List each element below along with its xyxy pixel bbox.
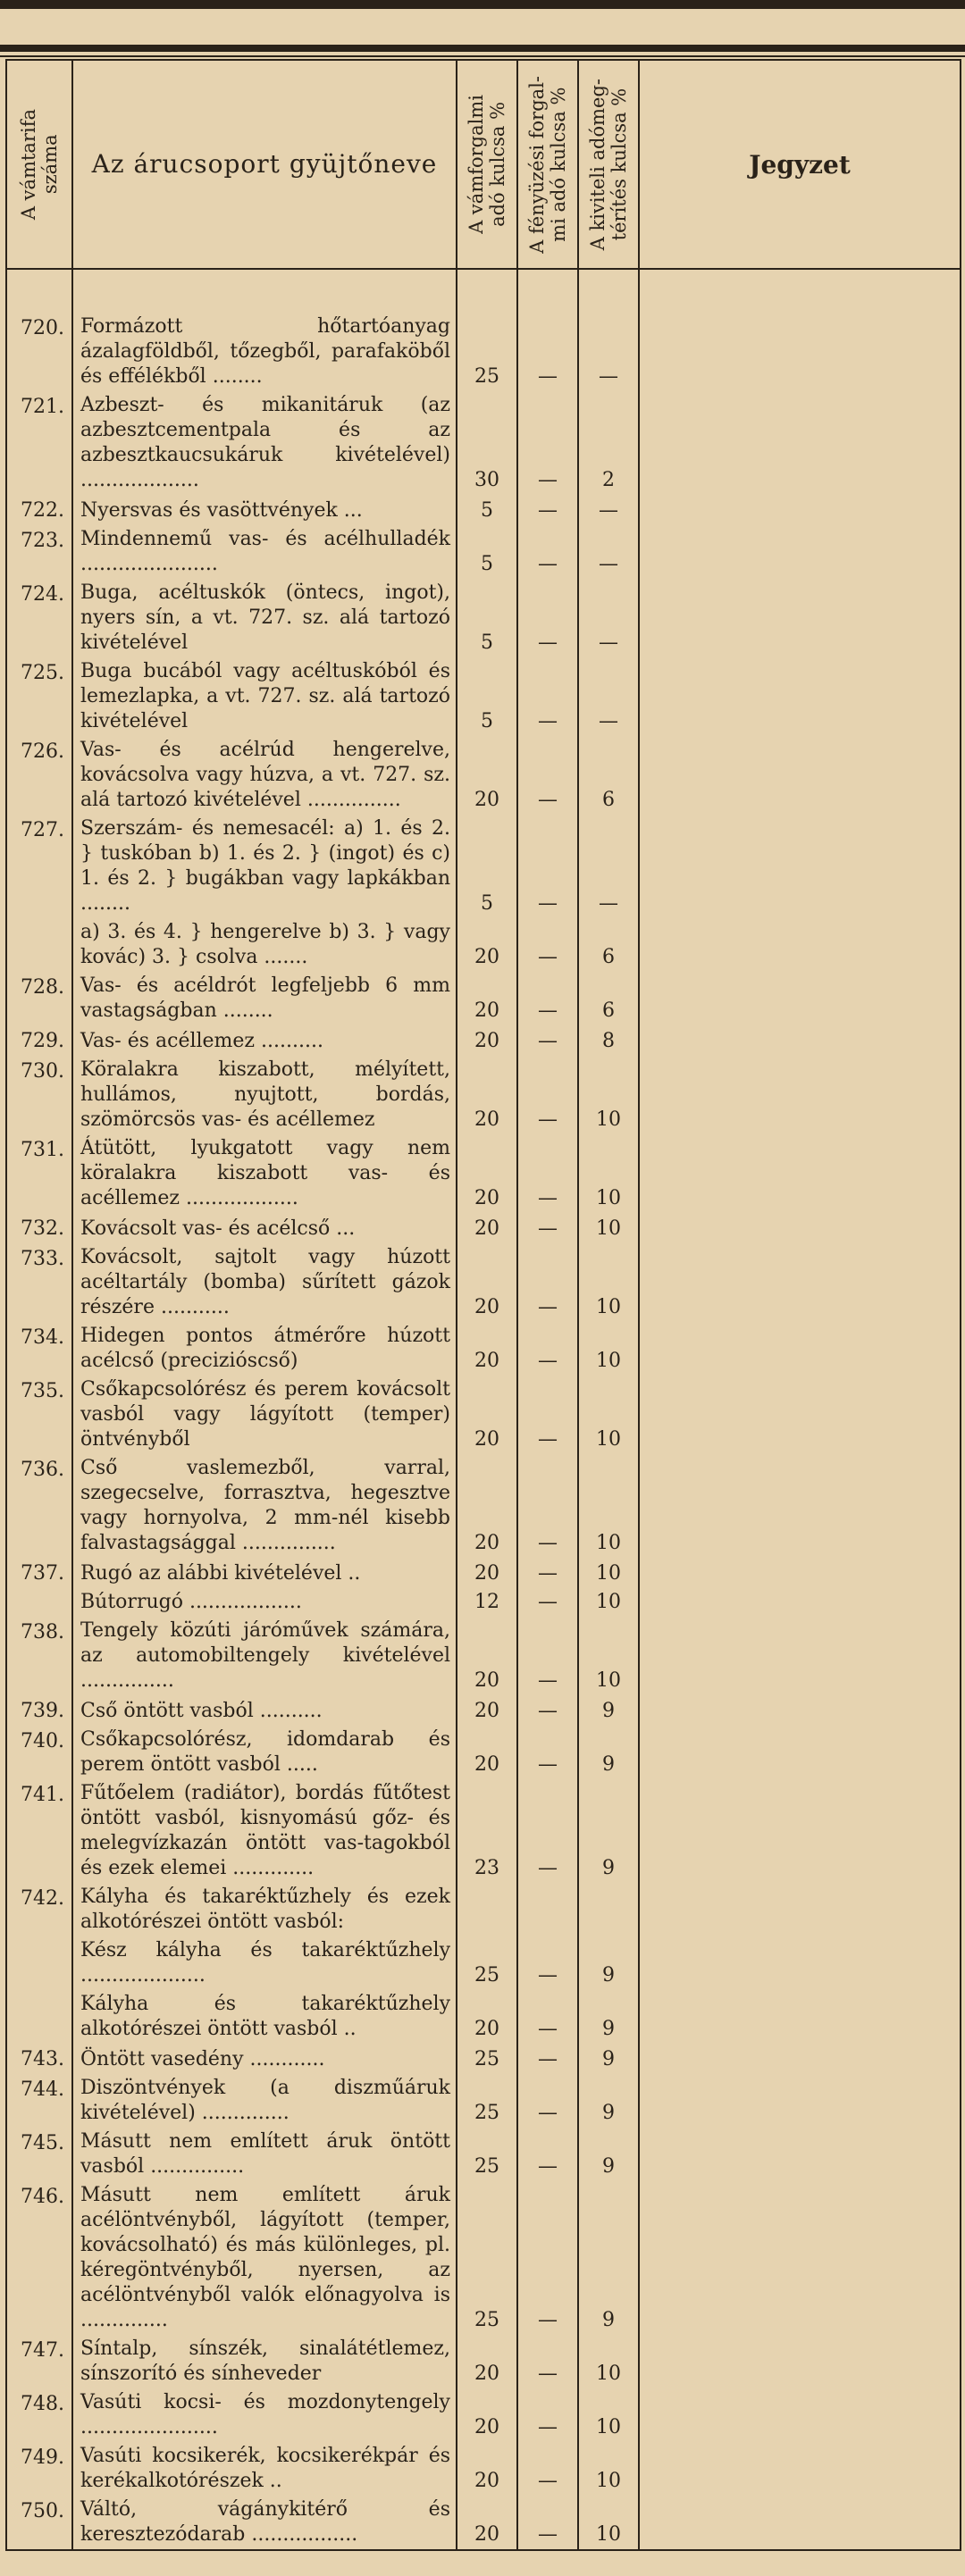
tariff-number: 750. <box>6 2496 72 2550</box>
export-rate: 9 <box>578 2128 639 2181</box>
luxury-rate: — <box>517 972 578 1025</box>
tariff-number: 744. <box>6 2074 72 2128</box>
table-row <box>6 2496 961 2550</box>
tariff-number: 730. <box>6 1056 72 1134</box>
header-export-rate: A kiviteli adómeg- térítés kulcsa % <box>578 60 639 269</box>
tariff-number: 723. <box>6 525 72 579</box>
table-row <box>6 525 961 579</box>
customs-rate: 20 <box>457 1617 517 1695</box>
customs-rate: 5 <box>457 579 517 657</box>
tariff-number: 724. <box>6 579 72 657</box>
table-row <box>6 1213 961 1243</box>
tariff-number: 728. <box>6 972 72 1025</box>
export-rate: 10 <box>578 1454 639 1558</box>
customs-rate: 20 <box>457 1726 517 1779</box>
table-row <box>6 1617 961 1695</box>
header-group-name: Az árucsoport gyüjtőneve <box>72 60 457 269</box>
note-cell <box>639 579 961 657</box>
tariff-number: 722. <box>6 495 72 525</box>
note-cell <box>639 1558 961 1588</box>
luxury-rate: — <box>517 1213 578 1243</box>
table-row <box>6 1936 961 1990</box>
table-row <box>6 918 961 972</box>
note-cell <box>639 1588 961 1617</box>
header-thin-rule <box>0 55 965 57</box>
luxury-rate: — <box>517 313 578 391</box>
tariff-number <box>6 1990 72 2044</box>
customs-rate: 23 <box>457 1779 517 1883</box>
header-note: Jegyzet <box>639 60 961 269</box>
table-row <box>6 579 961 657</box>
customs-rate: 20 <box>457 2442 517 2496</box>
header-tariff-number: A vámtarifa száma <box>6 60 72 269</box>
header-double-rule <box>0 45 965 52</box>
table-row <box>6 736 961 815</box>
note-cell <box>639 1990 961 2044</box>
table-row <box>6 2074 961 2128</box>
note-cell <box>639 1134 961 1213</box>
table-row <box>6 2044 961 2074</box>
note-cell <box>639 972 961 1025</box>
table-row <box>6 1558 961 1588</box>
note-cell <box>639 736 961 815</box>
note-cell <box>639 2496 961 2550</box>
luxury-rate: — <box>517 2074 578 2128</box>
note-cell <box>639 1454 961 1558</box>
group-name: Vas- és acéldrót legfeljebb 6 mm vastagságban ........ <box>72 972 457 1025</box>
export-rate: 10 <box>578 1588 639 1617</box>
tariff-number: 731. <box>6 1134 72 1213</box>
group-name: Vasúti kocsi- és mozdonytengely ...................... <box>72 2388 457 2442</box>
group-name: Vas- és acélrúd hengerelve, kovácsolva vagy húzva, a vt. 727. sz. alá tartozó kivételével ............... <box>72 736 457 815</box>
tariff-number: 733. <box>6 1243 72 1322</box>
customs-rate: 20 <box>457 1454 517 1558</box>
luxury-rate: — <box>517 1558 578 1588</box>
note-cell <box>639 1056 961 1134</box>
group-name: Másutt nem említett áruk öntött vasból ............... <box>72 2128 457 2181</box>
luxury-rate: — <box>517 2496 578 2550</box>
tariff-table <box>5 59 961 2551</box>
luxury-rate: — <box>517 1726 578 1779</box>
table-row <box>6 2181 961 2335</box>
export-rate: 9 <box>578 2181 639 2335</box>
luxury-rate: — <box>517 1936 578 1990</box>
luxury-rate: — <box>517 525 578 579</box>
customs-rate: 20 <box>457 972 517 1025</box>
table-row <box>6 495 961 525</box>
luxury-rate: — <box>517 1454 578 1558</box>
customs-rate: 20 <box>457 1990 517 2044</box>
export-rate: 9 <box>578 1726 639 1779</box>
customs-rate: 20 <box>457 736 517 815</box>
customs-rate: 25 <box>457 2181 517 2335</box>
export-rate: 6 <box>578 972 639 1025</box>
tariff-number: 732. <box>6 1213 72 1243</box>
export-rate: 10 <box>578 1213 639 1243</box>
export-rate: 2 <box>578 391 639 495</box>
tariff-number: 726. <box>6 736 72 815</box>
luxury-rate: — <box>517 1617 578 1695</box>
export-rate: 6 <box>578 918 639 972</box>
customs-rate: 25 <box>457 1936 517 1990</box>
note-cell <box>639 2128 961 2181</box>
customs-rate: 20 <box>457 1213 517 1243</box>
group-name: Csőkapcsolórész és perem kovácsolt vasból vagy lágyított (temper) öntvényből <box>72 1376 457 1454</box>
tariff-number: 740. <box>6 1726 72 1779</box>
customs-rate: 5 <box>457 815 517 918</box>
group-name: a) 3. és 4. } hengerelve b) 3. } vagy kovác) 3. } csolva ....... <box>72 918 457 972</box>
group-name: Csőkapcsolórész, idomdarab és perem öntött vasból ..... <box>72 1726 457 1779</box>
table-row <box>6 1990 961 2044</box>
group-name: Átütött, lyukgatott vagy nem köralakra kiszabott vas- és acéllemez .................. <box>72 1134 457 1213</box>
luxury-rate: — <box>517 1243 578 1322</box>
group-name: Fűtőelem (radiátor), bordás fűtőtest öntött vasból, kisnyomású gőz- és melegvízkazán öntött vas-tagokból és ezek elemei ............. <box>72 1779 457 1883</box>
tariff-number: 743. <box>6 2044 72 2074</box>
luxury-rate: — <box>517 2044 578 2074</box>
group-name: Nyersvas és vasöttvények ... <box>72 495 457 525</box>
tariff-number: 727. <box>6 815 72 918</box>
note-cell <box>639 918 961 972</box>
table-row <box>6 815 961 918</box>
note-cell <box>639 1243 961 1322</box>
luxury-rate: — <box>517 1322 578 1376</box>
export-rate: 10 <box>578 1056 639 1134</box>
customs-rate: 20 <box>457 2496 517 2550</box>
table-row <box>6 657 961 736</box>
note-cell <box>639 1025 961 1056</box>
customs-rate: 30 <box>457 391 517 495</box>
tariff-number: 735. <box>6 1376 72 1454</box>
table-row <box>6 313 961 391</box>
tariff-number: 745. <box>6 2128 72 2181</box>
note-cell <box>639 525 961 579</box>
export-rate: 9 <box>578 1779 639 1883</box>
customs-rate: 25 <box>457 2128 517 2181</box>
luxury-rate: — <box>517 918 578 972</box>
customs-rate: 20 <box>457 1695 517 1726</box>
export-rate: 8 <box>578 1025 639 1056</box>
tariff-number: 736. <box>6 1454 72 1558</box>
group-name: Vasúti kocsikerék, kocsikerékpár és kerékalkotórészek .. <box>72 2442 457 2496</box>
note-cell <box>639 2442 961 2496</box>
tariff-number: 749. <box>6 2442 72 2496</box>
customs-rate: 25 <box>457 2044 517 2074</box>
group-name: Cső vaslemezből, varral, szegecselve, forrasztva, hegesztve vagy hornyolva, 2 mm-nél kisebb falvastagsággal ............... <box>72 1454 457 1558</box>
group-name: Kályha és takaréktűzhely és ezek alkotórészei öntött vasból: <box>72 1883 457 1936</box>
customs-rate: 20 <box>457 1322 517 1376</box>
group-name: Kályha és takaréktűzhely alkotórészei öntött vasból .. <box>72 1990 457 2044</box>
table-row <box>6 2388 961 2442</box>
export-rate: 9 <box>578 2074 639 2128</box>
note-cell <box>639 2335 961 2388</box>
group-name: Bútorrugó .................. <box>72 1588 457 1617</box>
luxury-rate: — <box>517 2388 578 2442</box>
table-row <box>6 1779 961 1883</box>
note-cell <box>639 815 961 918</box>
group-name: Köralakra kiszabott, mélyített, hullámos, nyujtott, bordás, szömörcsös vas- és acéllemez <box>72 1056 457 1134</box>
customs-rate: 20 <box>457 1376 517 1454</box>
header-customs-rate: A vámforgalmi adó kulcsa % <box>457 60 517 269</box>
tariff-number <box>6 918 72 972</box>
export-rate: 9 <box>578 2044 639 2074</box>
group-name: Azbeszt- és mikanitáruk (az azbesztcementpala és az azbesztkaucsukáruk kivételével) ................... <box>72 391 457 495</box>
header-luxury-rate: A fényüzési forgal- mi adó kulcsa % <box>517 60 578 269</box>
tariff-number: 725. <box>6 657 72 736</box>
export-rate <box>578 1883 639 1936</box>
luxury-rate: — <box>517 1695 578 1726</box>
export-rate: 10 <box>578 1376 639 1454</box>
tariff-number: 738. <box>6 1617 72 1695</box>
luxury-rate: — <box>517 1025 578 1056</box>
tariff-number: 742. <box>6 1883 72 1936</box>
export-rate: 10 <box>578 2335 639 2388</box>
luxury-rate: — <box>517 2128 578 2181</box>
group-name: Cső öntött vasból .......... <box>72 1695 457 1726</box>
luxury-rate: — <box>517 815 578 918</box>
note-cell <box>639 1376 961 1454</box>
note-cell <box>639 495 961 525</box>
group-name: Váltó, vágánykitérő és keresztezódarab ................. <box>72 2496 457 2550</box>
group-name: Vas- és acéllemez .......... <box>72 1025 457 1056</box>
luxury-rate: — <box>517 495 578 525</box>
tariff-number <box>6 1936 72 1990</box>
group-name: Kovácsolt, sajtolt vagy húzott acéltartály (bomba) sűrített gázok részére ........... <box>72 1243 457 1322</box>
group-name: Másutt nem említett áruk acélöntvényből, lágyított (temper, kovácsolható) és más különleges, pl. kéregöntvényből, nyersen, az acélöntvényből valók előnagyolva is .............. <box>72 2181 457 2335</box>
table-row <box>6 972 961 1025</box>
table-row <box>6 1056 961 1134</box>
table-row <box>6 1588 961 1617</box>
group-name: Síntalp, sínszék, sinalátétlemez, sínszorító és sínheveder <box>72 2335 457 2388</box>
luxury-rate: — <box>517 2442 578 2496</box>
tariff-number: 748. <box>6 2388 72 2442</box>
group-name: Öntött vasedény ............ <box>72 2044 457 2074</box>
table-row <box>6 2442 961 2496</box>
note-cell <box>639 391 961 495</box>
export-rate: — <box>578 525 639 579</box>
table-row <box>6 391 961 495</box>
export-rate: 9 <box>578 1936 639 1990</box>
customs-rate: 20 <box>457 2388 517 2442</box>
note-cell <box>639 1726 961 1779</box>
customs-rate: 20 <box>457 1558 517 1588</box>
export-rate: 9 <box>578 1695 639 1726</box>
group-name: Szerszám- és nemesacél: a) 1. és 2. } tuskóban b) 1. és 2. } (ingot) és c) 1. és 2. } bugákban vagy lapkákban ........ <box>72 815 457 918</box>
luxury-rate: — <box>517 1056 578 1134</box>
table-row <box>6 2128 961 2181</box>
table-spacer-row <box>6 269 961 313</box>
export-rate: — <box>578 495 639 525</box>
note-cell <box>639 1213 961 1243</box>
note-cell <box>639 1617 961 1695</box>
group-name: Kész kályha és takaréktűzhely .................... <box>72 1936 457 1990</box>
table-row <box>6 1134 961 1213</box>
group-name: Hidegen pontos átmérőre húzott acélcső (precizióscső) <box>72 1322 457 1376</box>
table-header-row <box>6 60 961 269</box>
luxury-rate: — <box>517 2335 578 2388</box>
export-rate: — <box>578 579 639 657</box>
note-cell <box>639 1695 961 1726</box>
customs-rate: 25 <box>457 2074 517 2128</box>
luxury-rate: — <box>517 1779 578 1883</box>
note-cell <box>639 2181 961 2335</box>
export-rate: 10 <box>578 1322 639 1376</box>
customs-rate: 20 <box>457 1243 517 1322</box>
table-row <box>6 2335 961 2388</box>
export-rate: 10 <box>578 2496 639 2550</box>
luxury-rate: — <box>517 1376 578 1454</box>
luxury-rate: — <box>517 391 578 495</box>
table-row <box>6 1025 961 1056</box>
export-rate: — <box>578 657 639 736</box>
tariff-number: 739. <box>6 1695 72 1726</box>
tariff-number: 746. <box>6 2181 72 2335</box>
luxury-rate: — <box>517 736 578 815</box>
tariff-number: 734. <box>6 1322 72 1376</box>
table-row <box>6 1322 961 1376</box>
customs-rate: 5 <box>457 495 517 525</box>
customs-rate: 20 <box>457 2335 517 2388</box>
customs-rate <box>457 1883 517 1936</box>
group-name: Buga, acéltuskók (öntecs, ingot), nyers sín, a vt. 727. sz. alá tartozó kivételével <box>72 579 457 657</box>
luxury-rate: — <box>517 1134 578 1213</box>
group-name: Diszöntvények (a diszműáruk kivételével) .............. <box>72 2074 457 2128</box>
export-rate: 6 <box>578 736 639 815</box>
table-row <box>6 1695 961 1726</box>
group-name: Rugó az alábbi kivételével .. <box>72 1558 457 1588</box>
customs-rate: 20 <box>457 918 517 972</box>
tariff-number: 741. <box>6 1779 72 1883</box>
note-cell <box>639 1779 961 1883</box>
export-rate: 10 <box>578 1243 639 1322</box>
note-cell <box>639 2074 961 2128</box>
group-name: Formázott hőtartóanyag ázalagföldből, tőzegből, parafaköből és effélékből ........ <box>72 313 457 391</box>
customs-rate: 20 <box>457 1025 517 1056</box>
note-cell <box>639 1322 961 1376</box>
group-name: Mindennemű vas- és acélhulladék ...................... <box>72 525 457 579</box>
tariff-number: 720. <box>6 313 72 391</box>
top-border-rule <box>0 0 965 9</box>
customs-rate: 5 <box>457 525 517 579</box>
tariff-number: 737. <box>6 1558 72 1588</box>
group-name: Tengely közúti járóművek számára, az automobiltengely kivételével ............... <box>72 1617 457 1695</box>
export-rate: 10 <box>578 2442 639 2496</box>
luxury-rate: — <box>517 1990 578 2044</box>
customs-rate: 5 <box>457 657 517 736</box>
export-rate: 10 <box>578 1617 639 1695</box>
luxury-rate <box>517 1883 578 1936</box>
export-rate: — <box>578 313 639 391</box>
group-name: Buga bucából vagy acéltuskóból és lemezlapka, a vt. 727. sz. alá tartozó kivételével <box>72 657 457 736</box>
table-row <box>6 1376 961 1454</box>
table-row <box>6 1454 961 1558</box>
luxury-rate: — <box>517 657 578 736</box>
export-rate: 10 <box>578 1558 639 1588</box>
customs-rate: 20 <box>457 1134 517 1213</box>
tariff-number <box>6 1588 72 1617</box>
customs-rate: 12 <box>457 1588 517 1617</box>
note-cell <box>639 2044 961 2074</box>
export-rate: — <box>578 815 639 918</box>
luxury-rate: — <box>517 2181 578 2335</box>
table-row <box>6 1726 961 1779</box>
table-row <box>6 1883 961 1936</box>
note-cell <box>639 657 961 736</box>
note-cell <box>639 1883 961 1936</box>
group-name: Kovácsolt vas- és acélcső ... <box>72 1213 457 1243</box>
luxury-rate: — <box>517 1588 578 1617</box>
tariff-number: 721. <box>6 391 72 495</box>
tariff-number: 729. <box>6 1025 72 1056</box>
export-rate: 10 <box>578 2388 639 2442</box>
export-rate: 9 <box>578 1990 639 2044</box>
customs-rate: 20 <box>457 1056 517 1134</box>
table-row <box>6 1243 961 1322</box>
luxury-rate: — <box>517 579 578 657</box>
note-cell <box>639 313 961 391</box>
export-rate: 10 <box>578 1134 639 1213</box>
note-cell <box>639 1936 961 1990</box>
customs-rate: 25 <box>457 313 517 391</box>
note-cell <box>639 2388 961 2442</box>
tariff-number: 747. <box>6 2335 72 2388</box>
